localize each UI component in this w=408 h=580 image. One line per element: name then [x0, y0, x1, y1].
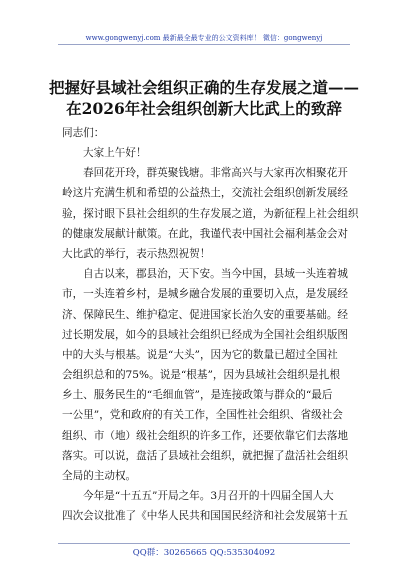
contact-footer[interactable]: QQ群：30265665 QQ:535304092 — [132, 548, 276, 558]
body-line: 四次会议批准了《中华人民共和国国民经济和社会发展第十五 — [62, 510, 349, 523]
body-line: 今年是“十五五”开局之年。3月召开的十四届全国人大 — [83, 490, 334, 503]
body-line: 大家上午好！ — [83, 147, 147, 159]
body-line: 市，一头连着乡村，是城乡融合发展的重要切入点，是发展经 — [62, 288, 349, 301]
site-header[interactable]: www.gongwenyj.com 最新最全最专业的公文资料库！ 微信：gongwenyj — [85, 34, 323, 42]
body-line: 组织、市（地）级社会组织的许多工作，还要依靠它们去落地 — [62, 429, 349, 442]
body-line: 自古以来，郡县治，天下安。当今中国，县域一头连着城 — [83, 268, 348, 281]
body-line: 春回花开玲，群英聚钱塘。非常高兴与大家再次相聚花开 — [83, 167, 348, 180]
salutation: 同志们： — [62, 127, 105, 139]
document-title-line-2: 在2026年社会组织创新大比武上的致辞 — [66, 99, 342, 118]
body-line: 乡土、服务民生的“毛细血管”，是连接政策与群众的“最后 — [62, 389, 333, 402]
body-line: 岭这片充满生机和希望的公益热土，交流社会组织创新发展经 — [62, 187, 349, 200]
body-line: 一公里”，党和政府的有关工作，全国性社会组织、省级社会 — [62, 409, 343, 422]
header-divider — [58, 44, 350, 45]
body-line: 中的大头与根基。说是“大头”，因为它的数量已超过全国社 — [62, 348, 338, 361]
footer-divider — [58, 543, 350, 544]
document-title-line-1: 把握好县域社会组织正确的生存发展之道—— — [48, 78, 359, 97]
body-line: 大比武的举行，表示热烈祝贺！ — [62, 247, 211, 260]
body-line: 验，探讨眼下县社会组织的生存发展之道，为新征程上社会组织 — [62, 207, 359, 220]
body-line: 济、保障民生、维护稳定、促进国家长治久安的重要基础。经 — [62, 308, 349, 321]
body-line: 的健康发展献计献策。在此，我谨代表中国社会福利基金会对 — [62, 227, 349, 240]
body-text — [62, 143, 359, 527]
body-line: 落实。可以说，盘活了县域社会组织，就把握了盘活社会组织 — [62, 449, 349, 462]
body-line: 全局的主动权。 — [62, 470, 137, 482]
body-line: 会组织总和的75%。说是“根基”，因为县域社会组织是扎根 — [62, 369, 341, 382]
body-line: 过长期发展，如今的县域社会组织已经成为全国社会组织版图 — [62, 328, 349, 341]
